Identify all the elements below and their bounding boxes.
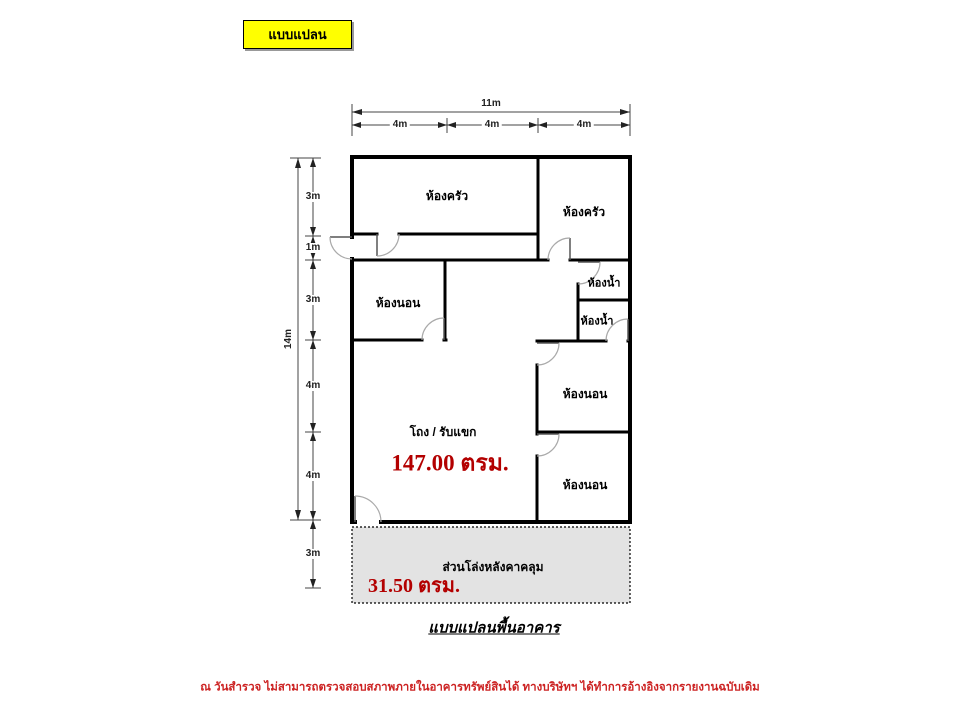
- dim-top-segment-1: 4m: [390, 120, 410, 130]
- room-label-bathroom-upper: ห้องน้ำ: [587, 277, 621, 290]
- room-label-hall: โถง / รับแขก: [409, 425, 477, 439]
- room-label-bedroom-left: ห้องนอน: [375, 296, 421, 310]
- room-label-covered-open-area: ส่วนโล่งหลังคาคลุม: [442, 560, 544, 574]
- room-label-kitchen-right: ห้องครัว: [562, 205, 606, 219]
- dim-top-total: 11m: [481, 98, 501, 109]
- room-label-bathroom-lower: ห้องน้ำ: [580, 315, 614, 328]
- footer-note: ณ วันสำรวจ ไม่สามารถตรวจสอบสภาพภายในอาคารทรัพย์สินได้ ทางบริษัทฯ ได้ทำการอ้างอิงจากรายงานฉบับเดิม: [200, 681, 760, 694]
- dim-left-total: 14m: [283, 328, 294, 350]
- dim-left-segment-5: 4m: [303, 471, 323, 481]
- dim-left-bottom-segment: 3m: [303, 549, 323, 559]
- dim-top-segment-2: 4m: [482, 120, 502, 130]
- dimension-lines: [290, 104, 630, 588]
- covered-open-area-value: 31.50 ตรม.: [368, 575, 460, 597]
- room-label-bedroom-right-bottom: ห้องนอน: [562, 478, 608, 492]
- dim-top-segment-3: 4m: [574, 120, 594, 130]
- room-label-bedroom-right-middle: ห้องนอน: [562, 387, 608, 401]
- hall-area-value: 147.00 ตรม.: [391, 450, 509, 476]
- dim-left-segment-1: 3m: [303, 192, 323, 202]
- dim-left-segment-4: 4m: [303, 381, 323, 391]
- room-label-kitchen-left: ห้องครัว: [425, 189, 469, 203]
- dim-left-segment-2: 1m: [303, 243, 323, 253]
- plan-caption: แบบแปลนพื้นอาคาร: [428, 619, 560, 637]
- dimension-arrows: [295, 109, 630, 588]
- dim-left-segment-3: 3m: [303, 295, 323, 305]
- title-badge-label: แบบแปลน: [268, 27, 327, 42]
